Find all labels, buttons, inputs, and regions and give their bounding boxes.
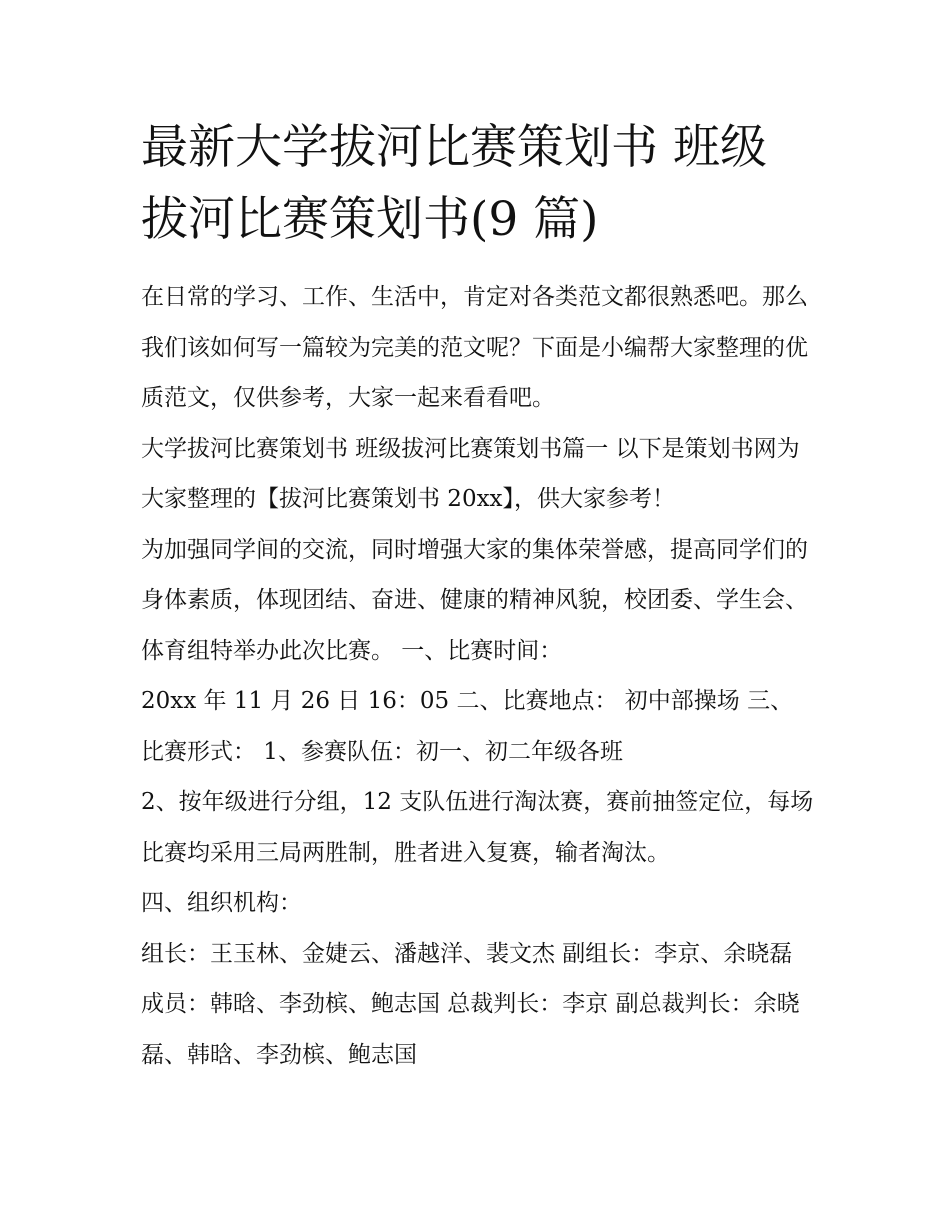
paragraph-organization-members: 组长：王玉林、金婕云、潘越洋、裴文杰 副组长：李京、余晓磊 成员：韩晗、李劲槟、鲍志国 总裁判长：李京 副总裁判长：余晓磊、韩晗、李劲槟、鲍志国 bbox=[141, 940, 800, 1068]
paragraph-time-place: 20xx 年 11 月 26 日 16：05 二、比赛地点： 初中部操场 三、比赛形式： 1、参赛队伍：初一、初二年级各班 bbox=[141, 688, 794, 765]
title-line-1: 最新大学拔河比赛策划书 班级 bbox=[141, 120, 767, 175]
title-line-2: 拔河比赛策划书(9 篇) bbox=[141, 192, 599, 247]
document-title bbox=[141, 112, 816, 256]
paragraph-purpose: 为加强同学间的交流，同时增强大家的集体荣誉感，提高同学们的身体素质，体现团结、奋进、健康的精神风貌，校团委、学生会、体育组特举办此次比赛。 一、比赛时间： bbox=[141, 536, 808, 664]
paragraph-grouping: 2、按年级进行分组，12 支队伍进行淘汰赛，赛前抽签定位，每场比赛均采用三局两胜制，胜者进入复赛，输者淘汰。 bbox=[141, 789, 814, 866]
paragraph-intro: 在日常的学习、工作、生活中，肯定对各类范文都很熟悉吧。那么我们该如何写一篇较为完美的范文呢？下面是小编帮大家整理的优质范文，仅供参考，大家一起来看看吧。 bbox=[141, 284, 808, 411]
document-body bbox=[141, 272, 816, 1080]
paragraph-organization-heading: 四、组织机构： bbox=[141, 890, 302, 916]
document-content bbox=[141, 112, 816, 1080]
paragraph-plan-heading: 大学拔河比赛策划书 班级拔河比赛策划书篇一 以下是策划书网为大家整理的【拔河比赛策划书 20xx】，供大家参考！ bbox=[141, 435, 800, 512]
